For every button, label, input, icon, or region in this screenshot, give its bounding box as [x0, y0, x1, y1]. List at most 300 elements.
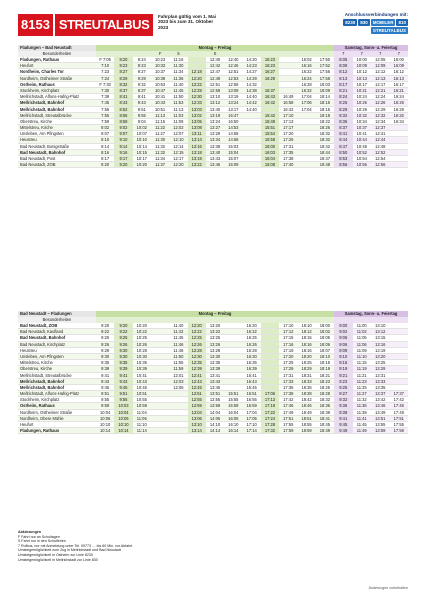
- time-cell: 12:45: [188, 385, 206, 390]
- time-cell: 17:04: [246, 409, 257, 415]
- time-cell: 10:35: [136, 360, 147, 366]
- time-cell: 10:14: [114, 428, 132, 433]
- time-cell: 15:51: [261, 125, 279, 130]
- time-cell: 13:51: [209, 391, 221, 397]
- legend-item: F Fahrt nur an Schultagen: [18, 534, 60, 539]
- stop-name: Mellrichstadt, Bahnhof: [18, 100, 96, 105]
- time-cell: 8:37: [137, 87, 146, 93]
- time-cell: 15:51: [228, 391, 239, 397]
- time-cell: [243, 113, 261, 118]
- time-cell: 17:42: [393, 397, 404, 403]
- weekend-times: [334, 150, 408, 155]
- time-cell: 12:02: [173, 125, 184, 131]
- time-cell: 17:51: [283, 415, 294, 421]
- brand-name: STREUTALBUS: [55, 14, 153, 36]
- time-cell: 16:16: [301, 63, 312, 69]
- time-cell: 17:10: [246, 422, 257, 427]
- time-cell: 17:22: [261, 410, 279, 415]
- time-cell: 8:02: [101, 125, 110, 131]
- connection-badge: MOBILER: [372, 20, 394, 25]
- time-cell: [169, 416, 187, 421]
- time-cell: [390, 360, 409, 365]
- time-cell: 17:19: [261, 403, 279, 408]
- weekday-times: [96, 162, 334, 167]
- connections-box: [336, 12, 408, 34]
- time-cell: 11:32: [356, 397, 367, 403]
- weekday-times: [96, 397, 334, 402]
- time-cell: 11:23: [356, 378, 367, 384]
- time-cell: [297, 131, 315, 136]
- time-cell: 13:08: [188, 125, 206, 130]
- weekday-times: [96, 354, 334, 359]
- time-cell: 9:25: [334, 385, 353, 390]
- time-cell: 11:32: [155, 143, 166, 149]
- weekday-times: [96, 57, 334, 62]
- time-cell: 17:49: [393, 409, 404, 415]
- time-cell: 16:00: [393, 57, 404, 62]
- time-cell: [151, 323, 169, 328]
- time-cell: 18:31: [301, 372, 312, 378]
- time-cell: 18:21: [319, 372, 331, 378]
- time-cell: 10:47: [154, 87, 166, 93]
- time-cell: 9:25: [101, 335, 110, 341]
- time-cell: 17:13: [283, 118, 294, 124]
- time-cell: 9:45: [114, 385, 132, 390]
- time-cell: 12:09: [375, 63, 386, 69]
- time-cell: 10:26: [136, 341, 147, 347]
- time-cell: 16:43: [246, 378, 257, 384]
- stop-name: Heustreu: [18, 137, 96, 142]
- time-cell: 11:45: [173, 335, 184, 341]
- weekend-times: [334, 144, 408, 149]
- time-cell: 12:44: [375, 137, 386, 143]
- time-cell: 11:19: [356, 366, 367, 372]
- time-cell: 9:22: [101, 329, 110, 335]
- time-cell: 14:42: [246, 100, 257, 106]
- time-cell: 18:09: [319, 87, 331, 93]
- table-row: [18, 162, 408, 168]
- weekday-times: [96, 348, 334, 353]
- time-cell: 12:47: [209, 69, 221, 75]
- time-cell: 18:12: [301, 329, 312, 335]
- time-cell: 12:33: [188, 100, 206, 105]
- weekend-times: [334, 348, 408, 353]
- time-cell: 17:37: [393, 391, 404, 397]
- time-cell: 17:04: [301, 94, 312, 100]
- time-cell: 14:38: [246, 87, 257, 93]
- time-cell: 10:43: [154, 100, 166, 106]
- time-cell: [188, 63, 206, 68]
- time-cell: [224, 385, 242, 390]
- time-cell: 17:24: [261, 416, 279, 421]
- time-cell: 17:10: [283, 112, 294, 118]
- time-cell: 9:45: [334, 422, 353, 427]
- time-cell: 10:04: [114, 410, 132, 415]
- validity-text: Fahrplan gültig vom 1. Mai 2023 bis zum 31. Oktober 2023: [158, 14, 216, 30]
- time-cell: 10:10: [136, 137, 147, 143]
- time-cell: 18:28: [319, 391, 331, 397]
- time-cell: 11:16: [155, 118, 166, 124]
- time-cell: 10:06: [100, 415, 111, 421]
- time-cell: 10:24: [356, 94, 367, 100]
- time-cell: 14:06: [209, 415, 221, 421]
- time-cell: 12:22: [188, 329, 206, 334]
- stop-name: Mittelstreu, Kirche: [20, 360, 53, 366]
- time-cell: [390, 125, 409, 130]
- stop-name: Stockheim, Kirchplatz: [20, 397, 60, 403]
- time-cell: 14:53: [228, 125, 239, 131]
- time-cell: 9:19: [334, 366, 353, 371]
- time-cell: 13:10: [188, 422, 206, 427]
- time-cell: 7:45: [101, 100, 110, 106]
- weekday-times: [96, 100, 334, 105]
- time-cell: 11:16: [173, 57, 184, 62]
- time-cell: 17:15: [283, 335, 294, 341]
- time-cell: 8:56: [334, 162, 353, 167]
- time-cell: [261, 329, 279, 334]
- time-cell: 9:39: [101, 366, 110, 372]
- time-cell: [243, 144, 261, 149]
- time-cell: 16:43: [261, 94, 279, 99]
- time-cell: [224, 366, 242, 371]
- time-cell: 10:41: [154, 94, 166, 100]
- time-cell: 10:26: [356, 100, 367, 106]
- weekday-times: [96, 391, 334, 396]
- time-cell: 16:41: [246, 372, 257, 378]
- time-cell: 11:39: [356, 409, 367, 415]
- time-cell: 10:39: [154, 75, 166, 81]
- time-cell: 17:35: [283, 384, 294, 390]
- time-cell: [261, 354, 279, 359]
- time-cell: 16:42: [261, 100, 279, 105]
- time-cell: 16:28: [301, 81, 312, 87]
- legend-item: S Fahrt nur in den Schulferien: [18, 539, 66, 544]
- time-cell: 13:16: [188, 144, 206, 149]
- time-cell: 8:47: [334, 144, 353, 149]
- time-cell: 16:27: [261, 69, 279, 74]
- time-cell: 13:30: [209, 353, 221, 359]
- time-cell: [390, 335, 409, 340]
- time-cell: 17:55: [393, 422, 404, 427]
- time-cell: 10:29: [356, 106, 367, 112]
- time-cell: [151, 428, 169, 433]
- time-cell: 8:17: [101, 156, 110, 161]
- time-cell: [224, 348, 242, 353]
- time-cell: 10:51: [136, 391, 147, 397]
- legend-items: [18, 535, 278, 563]
- legend-item: Umsteigemöglichkeit in Mellrichstadt zur Linie 830: [18, 557, 98, 562]
- stop-name: Mellrichstadt, Alfons-Hafrig-Platz: [18, 391, 96, 396]
- time-cell: 10:30: [136, 353, 147, 359]
- time-cell: 8:44: [334, 137, 353, 142]
- time-cell: 16:13: [393, 75, 404, 81]
- time-cell: 12:13: [375, 75, 386, 81]
- time-cell: 10:56: [356, 162, 367, 168]
- time-cell: 11:46: [173, 341, 184, 347]
- time-cell: 10:09: [356, 63, 367, 69]
- time-cell: 11:42: [173, 329, 184, 335]
- time-cell: 9:06: [334, 342, 353, 347]
- time-cell: 17:20: [283, 131, 294, 137]
- time-cell: [224, 342, 242, 347]
- time-cell: 16:22: [246, 329, 257, 335]
- time-cell: 10:37: [356, 125, 367, 131]
- time-cell: 18:42: [319, 143, 331, 149]
- time-cell: 17:46: [283, 403, 294, 409]
- time-cell: 12:34: [375, 118, 386, 124]
- time-cell: 18:16: [301, 347, 312, 353]
- time-cell: 11:53: [173, 100, 184, 106]
- time-cell: [261, 379, 279, 384]
- note-cell: 7: [360, 51, 363, 56]
- time-cell: 18:48: [319, 162, 331, 168]
- time-cell: 17:33: [283, 378, 294, 384]
- time-cell: 18:15: [319, 100, 331, 106]
- time-cell: 18:15: [319, 360, 331, 366]
- time-cell: [390, 348, 409, 353]
- time-cell: 18:22: [319, 118, 331, 124]
- time-cell: 10:20: [136, 162, 147, 168]
- time-cell: 8:27: [114, 69, 132, 74]
- connections-title: Anschlussverbindungen mit:: [344, 12, 408, 17]
- time-cell: 10:15: [136, 149, 147, 155]
- time-cell: 9:36: [334, 403, 353, 408]
- weekday-times: [96, 403, 334, 408]
- time-cell: [151, 342, 169, 347]
- time-cell: 12:20: [188, 323, 206, 328]
- time-cell: 12:59: [209, 87, 221, 93]
- time-cell: 9:39: [334, 410, 353, 415]
- time-cell: 18:47: [319, 156, 331, 161]
- time-cell: 12:30: [188, 354, 206, 359]
- time-cell: [243, 150, 261, 155]
- time-cell: [261, 385, 279, 390]
- time-cell: 9:29: [101, 347, 110, 353]
- time-cell: [261, 323, 279, 328]
- time-cell: 8:59: [114, 119, 132, 124]
- time-cell: 11:49: [356, 428, 367, 434]
- time-cell: 12:29: [375, 106, 386, 112]
- time-cell: 11:30: [173, 63, 184, 69]
- time-cell: 11:37: [155, 162, 166, 168]
- weekday-times: [96, 379, 334, 384]
- time-cell: 12:14: [173, 143, 184, 149]
- time-cell: 13:12: [209, 100, 221, 106]
- time-cell: 9:10: [334, 354, 353, 359]
- time-cell: 13:20: [375, 353, 386, 359]
- time-cell: [188, 57, 206, 62]
- time-cell: 17:19: [283, 347, 294, 353]
- time-cell: 13:04: [188, 410, 206, 415]
- time-cell: [224, 323, 242, 328]
- time-cell: 10:32: [356, 112, 367, 118]
- time-cell: 17:52: [319, 63, 331, 69]
- time-cell: 11:13: [173, 106, 184, 112]
- route-title: Bad Neustadt – Fladungen: [18, 311, 96, 317]
- time-cell: 11:30: [155, 137, 166, 143]
- time-cell: 16:26: [393, 100, 404, 106]
- time-cell: 13:39: [209, 366, 221, 372]
- time-cell: 8:12: [334, 69, 353, 74]
- time-cell: 12:18: [188, 69, 206, 74]
- time-cell: 12:20: [188, 76, 206, 81]
- time-cell: 14:40: [246, 94, 257, 100]
- time-cell: 9:35: [101, 360, 110, 366]
- time-cell: 14:23: [246, 63, 257, 69]
- time-cell: 15:55: [228, 397, 239, 403]
- stop-name: Unsleben, Am Pfingsten: [20, 131, 64, 137]
- time-cell: 13:02: [188, 113, 206, 118]
- time-cell: 10:44: [356, 137, 367, 143]
- stop-name: Mellrichstadt, Alfons-Hafrig-Platz: [20, 94, 80, 100]
- legend: [18, 530, 278, 562]
- time-cell: 10:51: [154, 106, 166, 112]
- stop-name: Ostheim, Rathaus: [18, 403, 96, 408]
- time-cell: 18:18: [319, 112, 331, 118]
- time-cell: 9:04: [137, 118, 146, 124]
- time-cell: 17:42: [283, 397, 294, 403]
- time-cell: 14:04: [209, 409, 221, 415]
- time-cell: [279, 69, 297, 74]
- time-cell: 17:12: [283, 329, 294, 335]
- time-cell: 12:56: [375, 162, 386, 168]
- weekday-times: [96, 416, 334, 421]
- time-cell: [390, 373, 409, 378]
- time-cell: 18:20: [301, 353, 312, 359]
- weekend-times: [334, 137, 408, 142]
- time-cell: 17:28: [261, 422, 279, 427]
- time-cell: 15:03: [228, 143, 239, 149]
- time-cell: 18:10: [301, 323, 312, 328]
- stop-name: Bad Neustadt, Bonigstraße: [20, 143, 70, 149]
- timetable-header: [18, 10, 408, 42]
- stop-name: Ostheim, Rathaus: [20, 81, 55, 87]
- time-cell: 16:24: [393, 94, 404, 100]
- time-cell: 10:03: [114, 403, 132, 408]
- time-cell: 7:39: [101, 94, 110, 100]
- time-cell: 9:55: [101, 397, 110, 403]
- time-cell: 17:56: [319, 69, 331, 75]
- time-cell: 17:13: [261, 397, 279, 402]
- time-cell: 13:10: [375, 323, 386, 328]
- time-cell: 12:22: [188, 82, 206, 87]
- stop-name: Bad Neustadt, ZOB: [20, 323, 58, 328]
- weekend-times: [334, 335, 408, 340]
- time-cell: 17:16: [283, 341, 294, 347]
- time-cell: 16:35: [246, 360, 257, 366]
- weekend-times: [334, 88, 408, 93]
- stop-name: Bad Neustadt, Kaufland: [18, 329, 96, 334]
- time-cell: 13:41: [209, 372, 221, 378]
- time-cell: 18:03: [319, 81, 331, 87]
- time-cell: 8:52: [114, 107, 132, 112]
- time-cell: 12:46: [228, 63, 239, 69]
- time-cell: 7:30: [101, 87, 110, 93]
- weekday-times: [96, 119, 334, 124]
- time-cell: 11:55: [173, 360, 184, 366]
- time-cell: 11:04: [136, 409, 147, 415]
- time-cell: 9:20: [114, 162, 132, 167]
- time-cell: 12:51: [188, 391, 206, 396]
- time-cell: 9:29: [137, 75, 146, 81]
- time-cell: 9:05: [334, 335, 353, 340]
- time-cell: 11:10: [136, 422, 147, 427]
- time-cell: [261, 335, 279, 340]
- time-cell: 10:06: [114, 416, 132, 421]
- weekend-times: [334, 63, 408, 68]
- time-cell: 13:46: [209, 162, 221, 168]
- stop-name: Nordheim, Charles Tor: [20, 69, 64, 75]
- time-cell: 9:27: [137, 69, 146, 75]
- time-cell: [390, 156, 409, 161]
- time-cell: 16:37: [261, 88, 279, 93]
- time-cell: 11:45: [356, 422, 367, 427]
- weekend-times: [334, 379, 408, 384]
- time-cell: 13:29: [209, 131, 221, 137]
- time-cell: 17:32: [261, 428, 279, 433]
- time-cell: 12:25: [188, 335, 206, 340]
- time-cell: [390, 379, 409, 384]
- time-cell: 13:19: [188, 156, 206, 161]
- time-cell: 16:03: [261, 150, 279, 155]
- time-cell: 10:17: [356, 81, 367, 87]
- time-cell: 14:32: [246, 81, 257, 87]
- time-cell: [151, 348, 169, 353]
- time-cell: 18:14: [319, 94, 331, 100]
- time-cell: [297, 125, 315, 130]
- time-cell: 9:09: [334, 348, 353, 353]
- stop-name: Nordheim, Ostheimer Straße: [20, 409, 73, 415]
- weekday-header: Montag – Freitag: [96, 45, 334, 51]
- time-cell: 9:00: [334, 323, 353, 328]
- time-cell: 12:55: [188, 397, 206, 402]
- time-cell: 18:39: [319, 409, 331, 415]
- time-cell: 18:07: [319, 347, 331, 353]
- time-cell: [261, 360, 279, 365]
- time-cell: 8:36: [334, 119, 353, 124]
- weekday-times: [96, 342, 334, 347]
- time-cell: 13:40: [209, 149, 221, 155]
- time-cell: 11:09: [356, 347, 367, 353]
- weekday-times: [96, 82, 334, 87]
- stop-name: Bad Neustadt, ZOB: [18, 162, 96, 167]
- time-cell: 8:50: [334, 150, 353, 155]
- time-cell: 13:10: [209, 94, 221, 100]
- time-cell: 13:45: [209, 384, 221, 390]
- time-cell: 8:10: [101, 137, 110, 143]
- time-cell: [224, 373, 242, 378]
- time-cell: 7:55: [101, 112, 110, 118]
- time-cell: 8:20: [101, 162, 110, 168]
- weekday-times: [96, 360, 334, 365]
- time-cell: 13:16: [375, 341, 386, 347]
- time-cell: [390, 354, 409, 359]
- time-cell: 7:23: [101, 69, 110, 75]
- time-cell: 10:12: [356, 69, 367, 75]
- time-cell: 12:41: [188, 373, 206, 378]
- time-cell: 18:02: [319, 329, 331, 335]
- time-cell: [243, 131, 261, 136]
- time-cell: 15:42: [261, 113, 279, 118]
- weekend-times: [334, 428, 408, 433]
- time-cell: 9:51: [137, 106, 146, 112]
- time-cell: 8:32: [114, 82, 132, 87]
- stop-name: Mellrichstadt, Bahnhof: [20, 384, 65, 390]
- time-cell: 12:26: [375, 100, 386, 106]
- stop-name: Mellrichstadt, Bahnhof: [18, 379, 96, 384]
- weekday-times: [96, 156, 334, 161]
- time-cell: 18:59: [301, 428, 312, 434]
